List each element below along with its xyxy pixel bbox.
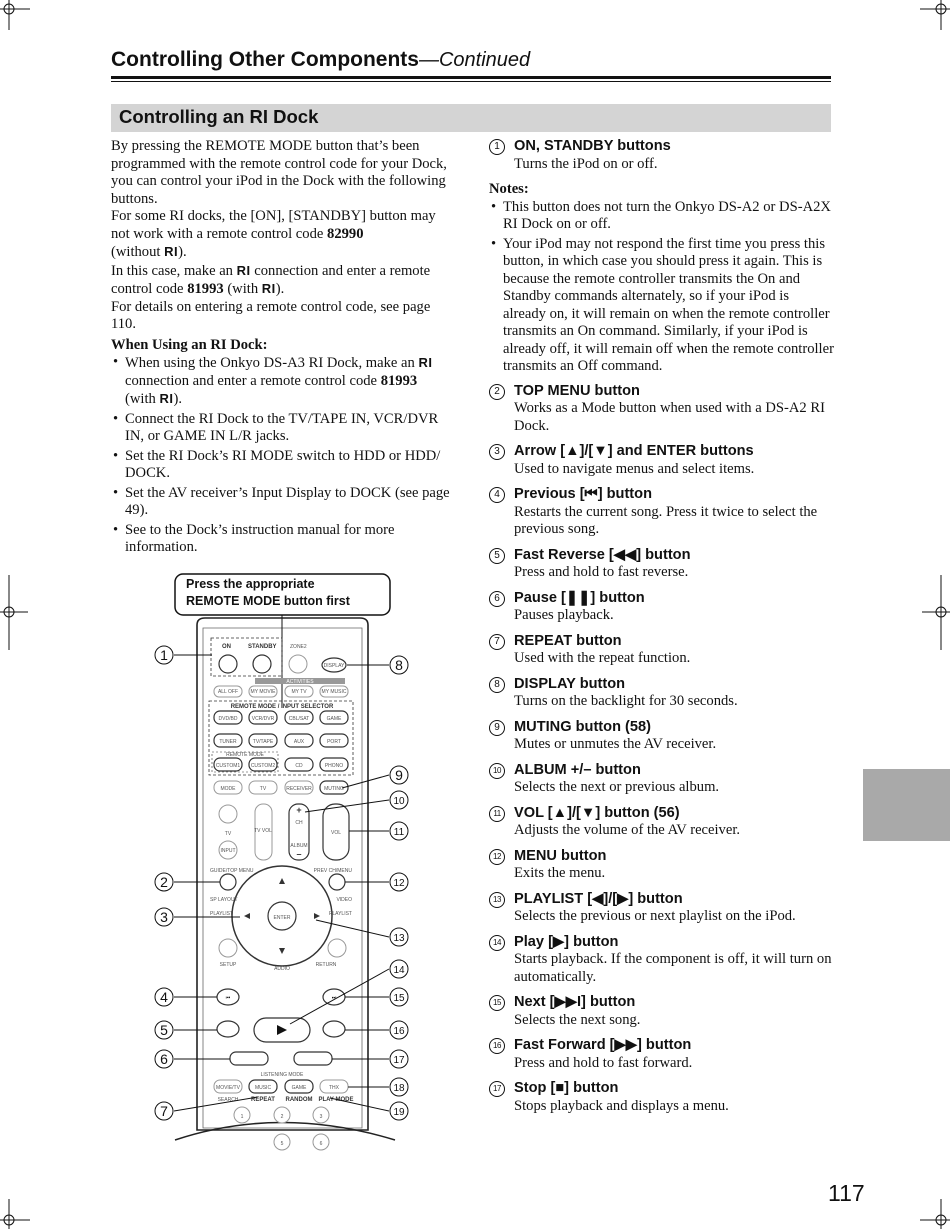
label: PREV CH/MENU bbox=[313, 868, 352, 874]
callout-num: 1 bbox=[160, 647, 168, 663]
ri-logo-icon: RI bbox=[236, 262, 251, 278]
return-button[interactable] bbox=[328, 939, 346, 957]
label: THX bbox=[329, 1085, 339, 1091]
button-item bbox=[489, 138, 834, 173]
item-number: 3 bbox=[489, 444, 505, 460]
item-number: 16 bbox=[489, 1038, 505, 1054]
label: CBL/SAT bbox=[288, 716, 310, 722]
label-standby: STANDBY bbox=[248, 644, 277, 650]
list-item: • Your iPod may not respond the first time you press this button, in which case you should press it again. This is because the remote controller transmits the On and Standby commands alternately, so if your iPod is already on, it will remain on when the remote controller transmits an On command. Similarly, if your iPod is already off, it will remain off when the remote controller transmits an Off command. bbox=[489, 236, 834, 376]
button-item bbox=[489, 934, 834, 987]
item-title: VOL [▲]/[▼] button (56) bbox=[514, 804, 680, 821]
text-span: When using the Onkyo DS-A3 RI Dock, make an bbox=[125, 355, 419, 371]
button-item bbox=[489, 891, 834, 926]
label: 3 bbox=[319, 1114, 323, 1120]
label-display: DISPLAY bbox=[323, 663, 345, 669]
label-zone2: ZONE2 bbox=[290, 644, 307, 650]
remote-control-figure bbox=[150, 570, 420, 1170]
item-number: 11 bbox=[489, 806, 505, 822]
item-number: 10 bbox=[489, 763, 505, 779]
button-item bbox=[489, 762, 834, 797]
label: PLAY MODE bbox=[318, 1097, 354, 1103]
item-number: 9 bbox=[489, 720, 505, 736]
callout-text-1: Press the appropriate bbox=[186, 577, 315, 591]
item-desc: Restarts the current song. Press it twice to select the previous song. bbox=[514, 503, 818, 537]
callout-num: 3 bbox=[160, 909, 168, 925]
callout-num: 16 bbox=[393, 1026, 405, 1037]
label: TV bbox=[224, 831, 232, 837]
label-remote-mode-input: REMOTE MODE / INPUT SELECTOR bbox=[230, 704, 334, 710]
label: VIDEO bbox=[336, 897, 352, 903]
item-number: 4 bbox=[489, 487, 505, 503]
button-item bbox=[489, 676, 834, 711]
label-remote-mode: REMOTE MODE bbox=[226, 752, 264, 758]
item-desc: Used with the repeat function. bbox=[514, 650, 691, 666]
notes-heading: Notes: bbox=[489, 181, 529, 197]
item-desc: Press and hold to fast reverse. bbox=[514, 564, 689, 580]
text-span: ). bbox=[173, 391, 182, 407]
remote-code: 81993 bbox=[380, 372, 418, 389]
item-title: ON, STANDBY buttons bbox=[514, 138, 671, 154]
item-title: Stop [■] button bbox=[514, 1080, 619, 1096]
remote-code: 81993 bbox=[187, 281, 224, 297]
label-activities: ACTIVITIES bbox=[286, 679, 314, 685]
callout-num: 12 bbox=[393, 878, 405, 889]
label: RANDOM bbox=[285, 1097, 313, 1103]
setup-button[interactable] bbox=[219, 939, 237, 957]
item-title: Play [▶] button bbox=[514, 933, 619, 950]
header-rule bbox=[111, 76, 831, 79]
item-title: MUTING button (58) bbox=[514, 718, 651, 735]
button-item bbox=[489, 1080, 834, 1115]
label: TV bbox=[259, 786, 267, 792]
callout-num: 19 bbox=[393, 1107, 405, 1118]
label: MUSIC bbox=[254, 1085, 272, 1091]
label: TUNER bbox=[219, 739, 237, 745]
label: AUX bbox=[293, 739, 305, 745]
left-column bbox=[111, 138, 456, 559]
callout-num: 2 bbox=[160, 874, 168, 890]
text-span: connection and enter a remote control code bbox=[111, 262, 431, 297]
text-span: ). bbox=[178, 244, 187, 260]
side-tab bbox=[863, 769, 950, 841]
item-title: PLAYLIST [◀]/[▶] button bbox=[514, 890, 683, 907]
item-desc: Turns on the backlight for 30 seconds. bbox=[514, 693, 738, 709]
label: PORT bbox=[327, 739, 341, 745]
item-title: MENU button bbox=[514, 847, 607, 864]
list-item: • This button does not turn the Onkyo DS-A2 or DS-A2X RI Dock on or off. bbox=[489, 199, 834, 234]
right-column bbox=[489, 138, 834, 1123]
item-number: 15 bbox=[489, 995, 505, 1011]
list-item: • Set the RI Dock’s RI MODE switch to HDD or HDD/ DOCK. bbox=[111, 448, 456, 483]
page-header bbox=[111, 48, 831, 72]
item-title: DISPLAY button bbox=[514, 675, 626, 692]
item-number: 17 bbox=[489, 1081, 505, 1097]
label: DVD/BD bbox=[218, 716, 238, 722]
label: LISTENING MODE bbox=[260, 1072, 304, 1078]
item-desc: Adjusts the volume of the AV receiver. bbox=[514, 822, 741, 838]
label: ENTER bbox=[273, 915, 291, 921]
intro-paragraph-2 bbox=[111, 208, 456, 262]
stop-button[interactable] bbox=[294, 1052, 332, 1065]
item-desc: Used to navigate menus and select items. bbox=[514, 460, 755, 477]
label: MUTING bbox=[324, 786, 344, 792]
callout-num: 14 bbox=[393, 965, 405, 976]
ri-logo-icon: RI bbox=[164, 244, 179, 259]
item-title: Next [▶▶I] button bbox=[514, 994, 636, 1010]
notes-list bbox=[489, 199, 834, 376]
callout-num: 7 bbox=[160, 1103, 168, 1119]
item-number: 12 bbox=[489, 849, 505, 865]
svg-text:⏭: ⏭ bbox=[331, 995, 337, 1001]
button-item bbox=[489, 547, 834, 582]
label: REPEAT bbox=[251, 1097, 275, 1103]
label: MY TV bbox=[291, 689, 307, 695]
list-item: • Set the AV receiver’s Input Display to DOCK (see page 49). bbox=[111, 485, 456, 520]
item-desc: Selects the next song. bbox=[514, 1011, 641, 1028]
label: VOL bbox=[330, 830, 342, 836]
label: MOVIE/TV bbox=[216, 1085, 240, 1091]
button-item bbox=[489, 443, 834, 478]
label: CUSTOM1 bbox=[215, 763, 241, 769]
callout-num: 11 bbox=[393, 827, 405, 838]
header-continued: —Continued bbox=[418, 49, 531, 71]
label: SEARCH bbox=[217, 1097, 239, 1103]
label: GAME bbox=[291, 1085, 307, 1091]
section-title: Controlling an RI Dock bbox=[119, 106, 319, 127]
label: TV/TAPE bbox=[252, 739, 274, 745]
callout-num: 13 bbox=[393, 933, 405, 944]
button-item bbox=[489, 633, 834, 668]
label: CH bbox=[295, 820, 303, 826]
svg-text:+: + bbox=[296, 805, 302, 815]
button-item bbox=[489, 994, 834, 1029]
item-desc: Exits the menu. bbox=[514, 865, 606, 881]
item-desc: Selects the previous or next playlist on the iPod. bbox=[514, 908, 796, 924]
ri-logo-icon: RI bbox=[418, 355, 433, 370]
label: GAME bbox=[326, 716, 342, 722]
label: GUIDE/TOP MENU bbox=[210, 868, 254, 874]
text-span: ). bbox=[275, 281, 285, 297]
text-span: connection and enter a remote control code bbox=[125, 372, 381, 389]
text-span: (with bbox=[125, 391, 160, 407]
on-button[interactable] bbox=[219, 655, 237, 673]
pause-button[interactable] bbox=[230, 1052, 268, 1065]
label: PHONO bbox=[324, 763, 344, 769]
when-using-heading: When Using an RI Dock: bbox=[111, 336, 268, 353]
button-item bbox=[489, 1037, 834, 1072]
callout-num: 4 bbox=[160, 989, 168, 1005]
label: MY MOVIE bbox=[250, 689, 276, 695]
item-number: 14 bbox=[489, 935, 505, 951]
item-number: 7 bbox=[489, 634, 505, 650]
callout-num: 18 bbox=[393, 1083, 405, 1094]
item-title: TOP MENU button bbox=[514, 382, 640, 399]
label: RECEIVER bbox=[286, 786, 312, 792]
item-title: Fast Forward [▶▶] button bbox=[514, 1037, 692, 1053]
item-number: 8 bbox=[489, 677, 505, 693]
intro-paragraph-3 bbox=[111, 262, 456, 299]
svg-text:–: – bbox=[296, 849, 302, 859]
notes bbox=[489, 181, 834, 376]
tv-power-button[interactable] bbox=[219, 805, 237, 823]
item-title: Pause [❚❚] button bbox=[514, 589, 645, 606]
item-title: REPEAT button bbox=[514, 632, 622, 649]
item-number: 2 bbox=[489, 384, 505, 400]
item-number: 6 bbox=[489, 591, 505, 607]
callout-num: 8 bbox=[395, 657, 403, 673]
label: 2 bbox=[280, 1114, 284, 1120]
label: INPUT bbox=[220, 848, 236, 854]
text-span: For some RI docks, the [ON], [STANDBY] button may not work with a remote control code bbox=[111, 208, 436, 242]
item-desc: Turns the iPod on or off. bbox=[514, 155, 658, 172]
header-rule-thin bbox=[111, 81, 831, 82]
button-item bbox=[489, 590, 834, 625]
list-item: • See to the Dock’s instruction manual for more information. bbox=[111, 522, 456, 557]
item-desc: Selects the next or previous album. bbox=[514, 779, 720, 795]
label: 1 bbox=[240, 1114, 244, 1120]
label: CUSTOM2 bbox=[250, 763, 276, 769]
item-desc: Stops playback and displays a menu. bbox=[514, 1097, 729, 1114]
label: SETUP bbox=[219, 962, 237, 968]
item-title: Fast Reverse [◀◀] button bbox=[514, 546, 691, 563]
top-menu-button[interactable] bbox=[220, 874, 236, 890]
section-heading-bar bbox=[111, 104, 831, 132]
item-number: 5 bbox=[489, 548, 505, 564]
callout-text-2: REMOTE MODE button first bbox=[186, 594, 350, 608]
callout-num: 5 bbox=[160, 1022, 168, 1038]
label: TV VOL bbox=[254, 828, 272, 834]
button-item bbox=[489, 383, 834, 436]
label: 6 bbox=[319, 1141, 323, 1147]
label: MODE bbox=[220, 786, 236, 792]
label: AUDIO bbox=[274, 966, 290, 972]
text-span: In this case, make an bbox=[111, 262, 237, 279]
button-item bbox=[489, 805, 834, 840]
list-item: • Connect the RI Dock to the TV/TAPE IN, VCR/DVR IN, or GAME IN L/R jacks. bbox=[111, 411, 456, 446]
label: PLAYLIST bbox=[210, 911, 233, 917]
zone2-button[interactable] bbox=[289, 655, 307, 673]
when-using-list bbox=[111, 354, 456, 557]
label: RETURN bbox=[315, 962, 337, 968]
label: SP LAYOUT bbox=[210, 897, 238, 903]
svg-text:⏮: ⏮ bbox=[225, 995, 231, 1001]
fast-forward-button[interactable] bbox=[323, 1021, 345, 1037]
intro-paragraph-1: By pressing the REMOTE MODE button that’s been programmed with the remote control code for your Dock, you can control your iPod in the Dock with the following buttons. bbox=[111, 138, 447, 207]
intro-paragraph-4: For details on entering a remote control code, see page 110. bbox=[111, 298, 431, 332]
page-number: 117 bbox=[828, 1180, 865, 1206]
ri-logo-icon: RI bbox=[261, 281, 276, 296]
list-item bbox=[111, 354, 456, 409]
text-span: (without bbox=[111, 244, 165, 260]
item-title: Previous [⏮] button bbox=[514, 486, 652, 502]
label: CD bbox=[295, 763, 303, 769]
callout-num: 10 bbox=[393, 796, 405, 807]
label: 5 bbox=[280, 1141, 284, 1147]
label: ALBUM bbox=[290, 843, 308, 849]
standby-button[interactable] bbox=[253, 655, 271, 673]
callout-num: 15 bbox=[393, 993, 405, 1004]
remote-code: 82990 bbox=[327, 225, 364, 242]
item-title: Arrow [▲]/[▼] and ENTER buttons bbox=[514, 443, 754, 459]
label: VCR/DVR bbox=[251, 716, 275, 722]
item-number: 1 bbox=[489, 139, 505, 155]
callout-num: 6 bbox=[160, 1051, 168, 1067]
item-desc: Works as a Mode button when used with a DS-A2 RI Dock. bbox=[514, 400, 825, 434]
menu-button[interactable] bbox=[329, 874, 345, 890]
fast-reverse-button[interactable] bbox=[217, 1021, 239, 1037]
label: MY MUSIC bbox=[321, 689, 347, 695]
label: ALL OFF bbox=[217, 689, 239, 695]
button-item bbox=[489, 848, 834, 883]
item-number: 13 bbox=[489, 892, 505, 908]
item-desc: Mutes or unmutes the AV receiver. bbox=[514, 736, 717, 752]
ri-logo-icon: RI bbox=[159, 391, 174, 406]
item-desc: Pauses playback. bbox=[514, 607, 614, 623]
header-title: Controlling Other Components bbox=[111, 48, 419, 71]
callout-num: 9 bbox=[395, 767, 403, 783]
label-on: ON bbox=[222, 644, 231, 650]
item-desc: Starts playback. If the component is off, it will turn on automatically. bbox=[514, 951, 832, 985]
callout-num: 17 bbox=[393, 1055, 405, 1066]
item-title: ALBUM +/– button bbox=[514, 761, 641, 778]
button-item bbox=[489, 486, 834, 539]
text-span: (with bbox=[223, 281, 262, 297]
button-item bbox=[489, 719, 834, 754]
item-desc: Press and hold to fast forward. bbox=[514, 1054, 693, 1071]
label: PLAYLIST bbox=[329, 911, 352, 917]
